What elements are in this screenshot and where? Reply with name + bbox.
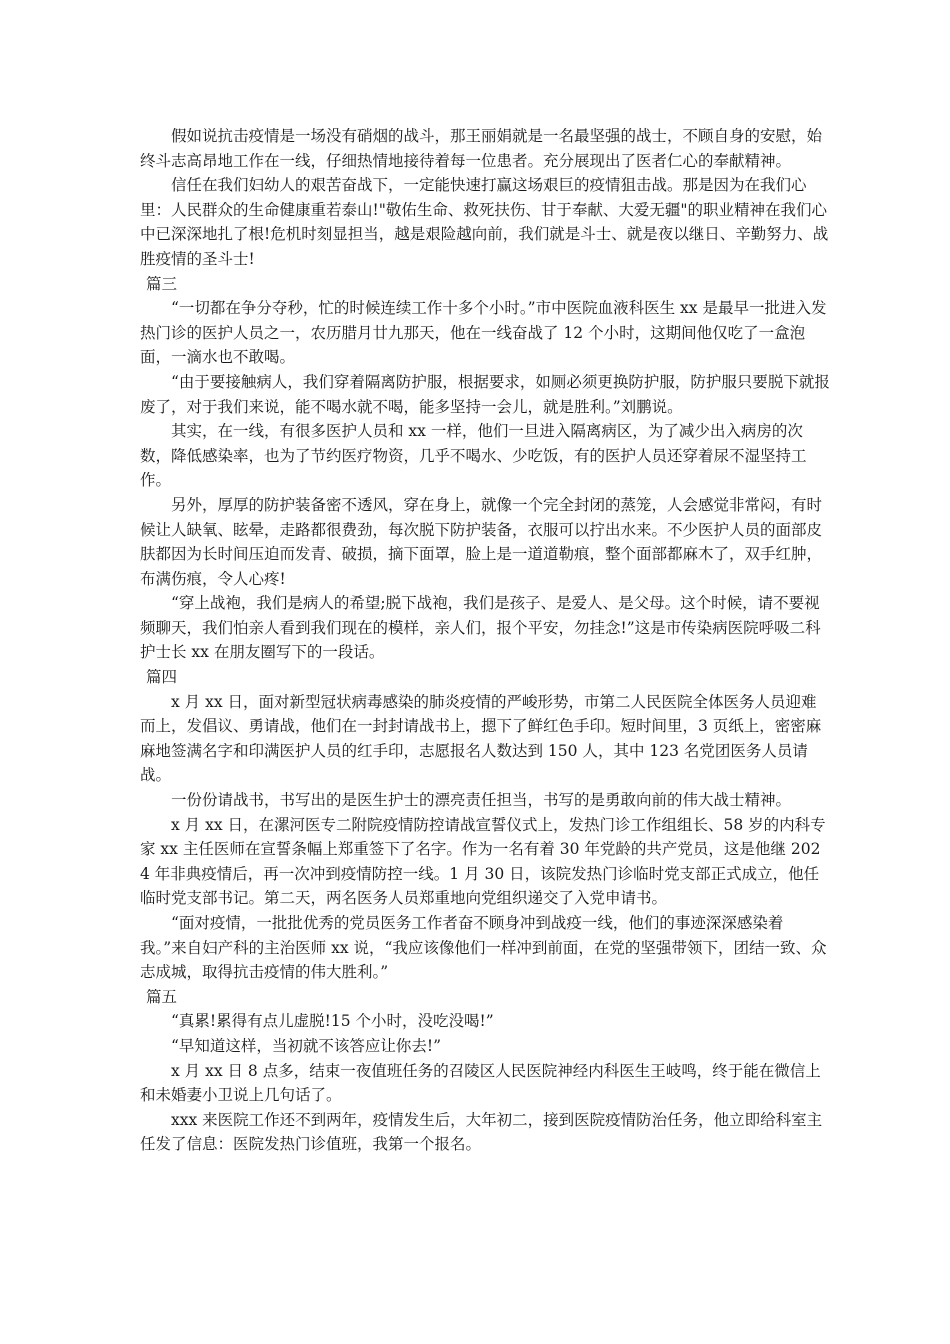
section-heading: 篇三 xyxy=(146,274,178,293)
paragraph: “穿上战袍，我们是病人的希望;脱下战袍，我们是孩子、是爱人、是父母。这个时候，请不要视频聊天，我们怕亲人看到我们现在的模样，亲人们，报个平安，勿挂念!”这是市传染病医院呼吸二科护士长 xx 在朋友圈写下的一段话。 xyxy=(140,594,821,662)
paragraph: x 月 xx 日，面对新型冠状病毒感染的肺炎疫情的严峻形势，市第二人民医院全体医务人员迎难而上，发倡议、勇请战，他们在一封封请战书上，摁下了鲜红色手印。短时间里，3 页纸上，密密麻麻地签满名字和印满医护人员的红手印，志愿报名人数达到 150 人，其中 123 名党团医务人员请战。 xyxy=(140,692,822,785)
paragraph: 另外，厚厚的防护装备密不透风，穿在身上，就像一个完全封闭的蒸笼，人会感觉非常闷，有时候让人缺氧、眩晕，走路都很费劲，每次脱下防护装备，衣服可以拧出水来。不少医护人员的面部皮肤都因为长时间压迫而发青、破损，摘下面罩，脸上是一道道勒痕，整个面部都麻木了，双手红肿，布满伤痕，令人心疼! xyxy=(140,495,823,588)
paragraph: “真累!累得有点儿虚脱!15 个小时，没吃没喝!” xyxy=(171,1012,494,1031)
paragraph: “一切都在争分夺秒，忙的时候连续工作十多个小时。”市中医院血液科医生 xx 是最早一批进入发热门诊的医护人员之一，农历腊月廿九那天，他在一线奋战了 12 个小时，这期间他仅吃了一盒泡面，一滴水也不敢喝。 xyxy=(140,299,827,367)
paragraph: 一份份请战书，书写出的是医生护士的漂亮责任担当，书写的是勇敢向前的伟大战士精神。 xyxy=(171,791,792,810)
paragraph: 假如说抗击疫情是一场没有硝烟的战斗，那王丽娟就是一名最坚强的战士，不顾自身的安慰，始终斗志高昂地工作在一线，仔细热情地接待着每一位患者。充分展现出了医者仁心的奉献精神。 xyxy=(140,127,823,170)
paragraph: x 月 xx 日 8 点多，结束一夜值班任务的召陵区人民医院神经内科医生王岐鸣，终于能在微信上和未婚妻小卫说上几句话了。 xyxy=(140,1061,821,1105)
paragraph: xxx 来医院工作还不到两年，疫情发生后，大年初二，接到医院疫情防治任务，他立即给科室主任发了信息：医院发热门诊值班，我第一个报名。 xyxy=(140,1110,823,1154)
document-body xyxy=(140,124,830,1157)
section-heading: 篇四 xyxy=(146,668,178,687)
section-heading: 篇五 xyxy=(146,987,178,1006)
paragraph: 其实，在一线，有很多医护人员和 xx 一样，他们一旦进入隔离病区，为了减少出入病房的次数，降低感染率，也为了节约医疗物资，几乎不喝水、少吃饭，有的医护人员还穿着尿不湿坚持工作。 xyxy=(140,422,807,490)
paragraph: 信任在我们妇幼人的艰苦奋战下，一定能快速打赢这场艰巨的疫情狙击战。那是因为在我们心里：人民群众的生命健康重若泰山!"敬佑生命、救死扶伤、甘于奉献、大爱无疆"的职业精神在我们心中已深深地扎了根!危机时刻显担当，越是艰险越向前，我们就是斗士、就是夜以继日、辛勤努力、战胜疫情的圣斗士! xyxy=(140,176,829,268)
paragraph: x 月 xx 日，在漯河医专二附院疫情防控请战宣誓仪式上，发热门诊工作组组长、58 岁的内科专家 xx 主任医师在宣誓条幅上郑重签下了名字。作为一名有着 30 年党龄的共产党员，这是他继 2024 年非典疫情后，再一次冲到疫情防控一线。1 月 30 日，该院发热门诊临时党支部正式成立，他任临时党支部书记。第二天，两名医务人员郑重地向党组织递交了入党申请书。 xyxy=(140,815,826,908)
paragraph: “由于要接触病人，我们穿着隔离防护服，根据要求，如厕必须更换防护服，防护服只要脱下就报废了，对于我们来说，能不喝水就不喝，能多坚持一会儿，就是胜利。”刘鹏说。 xyxy=(140,372,830,416)
paragraph: “面对疫情，一批批优秀的党员医务工作者奋不顾身冲到战疫一线，他们的事迹深深感染着我。”来自妇产科的主治医师 xx 说，“我应该像他们一样冲到前面，在党的坚强带领下，团结一致、众志成城，取得抗击疫情的伟大胜利。” xyxy=(140,914,827,982)
paragraph: “早知道这样，当初就不该答应让你去!” xyxy=(171,1036,442,1055)
